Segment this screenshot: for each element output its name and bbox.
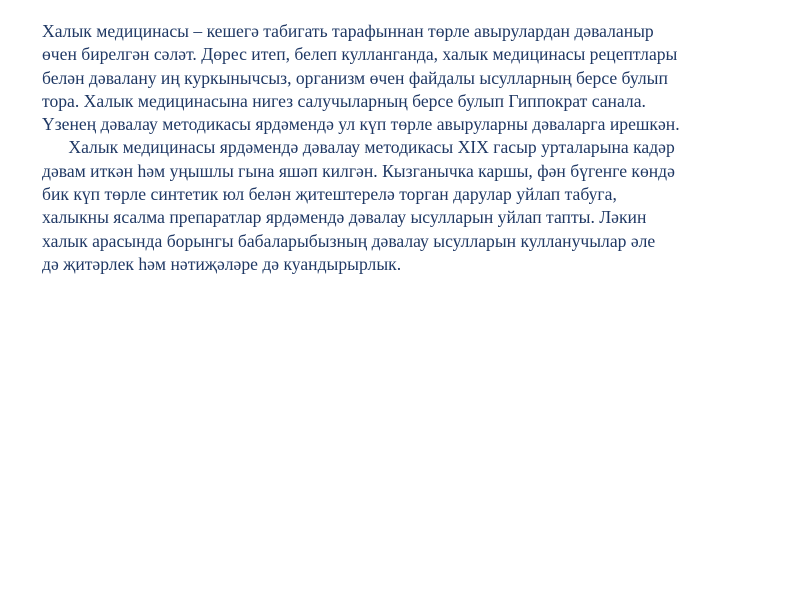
text-line: белән дәвалану иң куркынычсыз, организм өчен файдалы ысулларның берсе булып — [42, 67, 668, 88]
text-line: халыкны ясалма препаратлар ярдәмендә дәвалау ысулларын уйлап тапты. Ләкин — [42, 207, 647, 228]
text-line: Үзенең дәвалау методикасы ярдәмендә ул күп төрле авыруларны дәваларга ирешкән. — [42, 114, 680, 135]
text-line: тора. Халык медицинасына нигез салучыларның берсе булып Гиппократ санала. — [42, 90, 646, 111]
text-line: дәвам иткән һәм уңышлы гына яшәп килгән. Кызганычка каршы, фән бүгенге көндә — [42, 160, 675, 181]
text-line: бик күп төрле синтетик юл белән җитештерелә торган дарулар уйлап табуга, — [42, 184, 617, 205]
text-line: Халык медицинасы – кешегә табигать тарафыннан төрле авырулардан дәваланыр — [42, 21, 654, 41]
text-line: Халык медицинасы ярдәмендә дәвалау методикасы XIX гасыр урталарына кадәр — [42, 137, 675, 158]
text-line: өчен бирелгән сәләт. Дөрес итеп, белеп кулланганда, халык медицинасы рецептлары — [42, 44, 678, 65]
text-line: дә җитәрлек һәм нәтиҗәләре дә куандырырлык. — [42, 253, 402, 274]
text-block — [42, 20, 782, 276]
text-line: халык арасында борынгы бабаларыбызның дәвалау ысулларын кулланучылар әле — [42, 230, 656, 251]
